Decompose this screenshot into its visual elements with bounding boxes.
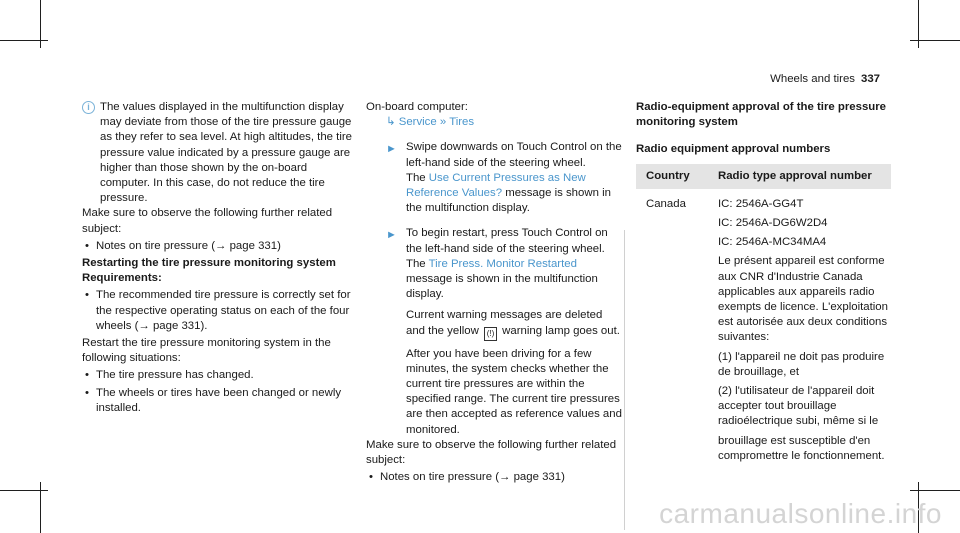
step-2: ► To begin restart, press Touch Control on the left-hand side of the steering wheel. The Tire Press. Monitor Restarted message is shown in the multifunction display. Current warning messages are deleted and the yellow (!) warning lamp goes out. After you have been driving for a few minutes, the system checks whether the current tire pressures are within the specified range. The current tire pressures are then accepted as reference values and monitored. (386, 227, 622, 436)
crop-mark (0, 490, 48, 491)
sub-heading: Radio equipment approval numbers (636, 143, 831, 156)
cell-approval: IC: 2546A-GG4T IC: 2546A-DG6W2D4 IC: 2546A-MC34MA4 Le présent appareil est conforme aux CNR d'Industrie Canada applicables aux appareils radio exempts de licence. L'exploitation est autorisée aux deux conditions suivantes: (1) l'appareil ne doit pas produire de brouillage, et (2) l'utilisateur de l'appareil doit accepter tout brouillage radioélectrique subi, même si le brouillage est susceptible d'en compromettre le fonctionnement. (718, 197, 888, 462)
column-left (82, 100, 352, 416)
crop-mark (910, 40, 960, 41)
section-heading: Restarting the tire pressure monitoring system (82, 257, 336, 270)
requirements-label: Requirements: (82, 272, 162, 285)
table-header-row (636, 164, 891, 189)
column-middle (366, 100, 624, 485)
col-header-approval: Radio type approval number (708, 164, 891, 189)
crop-mark (0, 40, 48, 41)
page-number: 337 (860, 73, 880, 85)
cell-country: Canada (646, 197, 686, 210)
watermark: carmanualsonline.info (659, 498, 942, 529)
chevron-right-icon: » (439, 116, 447, 129)
table-divider (624, 230, 625, 530)
section-title: Wheels and tires (770, 73, 855, 85)
step-arrow-icon: ► (386, 143, 397, 156)
column-right (636, 100, 891, 468)
requirement-item: • The recommended tire pressure is correctly set for the respective operating status on each of the four wheels (→ page 331). (82, 288, 352, 334)
menu-tires[interactable]: Tires (449, 116, 475, 129)
approval-table (636, 164, 891, 468)
display-message: Tire Press. Monitor Restarted (428, 257, 577, 270)
info-note (82, 100, 352, 206)
situation-item: • The tire pressure has changed. (82, 368, 352, 383)
menu-service[interactable]: Service (398, 116, 437, 129)
page-header (770, 72, 880, 87)
section-heading: Radio-equipment approval of the tire pressure monitoring system (636, 101, 887, 129)
menu-arrow-icon: ↳ (386, 116, 396, 129)
step-arrow-icon: ► (386, 229, 397, 242)
onboard-label: On-board computer: (366, 101, 468, 113)
situation-item: • The wheels or tires have been changed or newly installed. (82, 386, 352, 416)
tire-pressure-warning-lamp-icon: (!) (484, 327, 497, 341)
display-message: Use Current Pressures as New Reference Values? (406, 171, 586, 200)
observe-text: Make sure to observe the following further related subject: (82, 207, 333, 235)
related-link[interactable]: • Notes on tire pressure (→ page 331) (366, 470, 624, 485)
observe-text: Make sure to observe the following further related subject: (366, 438, 617, 467)
crop-mark (910, 490, 960, 491)
note-text: The values displayed in the multifunction display may deviate from those of the tire pressure gauge as they refer to sea level. At high altitudes, the tire pressure value indicated by a pressure gauge are higher than those shown by the on-board computer. In this case, do not reduce the tire pressure. (100, 101, 353, 205)
menu-path (366, 115, 624, 130)
col-header-country: Country (636, 164, 708, 189)
info-icon: i (82, 101, 95, 114)
table-row (636, 189, 891, 468)
related-link[interactable]: • Notes on tire pressure (→ page 331) (82, 239, 352, 254)
restart-intro: Restart the tire pressure monitoring system in the following situations: (82, 337, 331, 365)
step-1: ► Swipe downwards on Touch Control on the left-hand side of the steering wheel. The Use Current Pressures as New Reference Values? message is shown in the multifunction display. (386, 141, 622, 215)
